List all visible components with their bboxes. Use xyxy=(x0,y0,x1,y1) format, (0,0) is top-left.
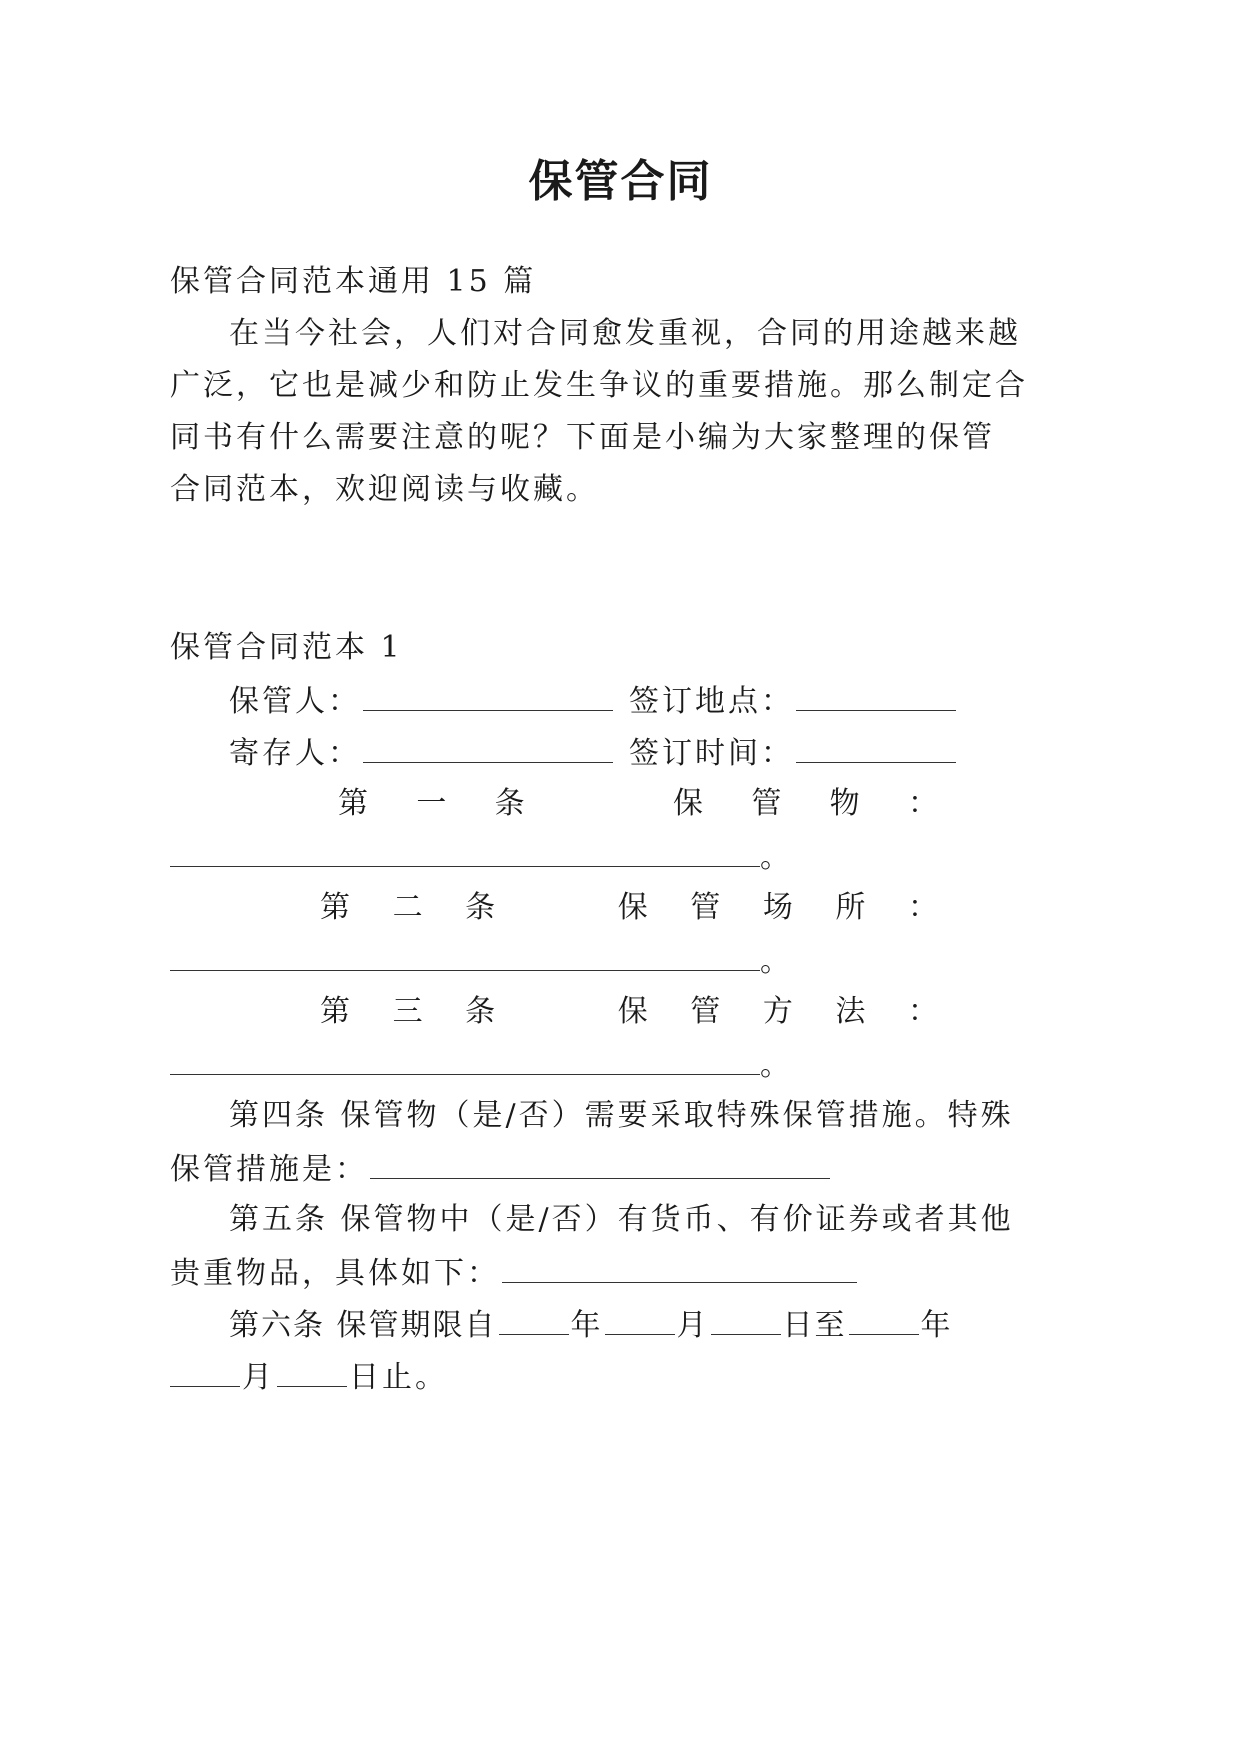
article-5-label: 贵重物品，具体如下： xyxy=(170,1256,500,1291)
start-year-blank xyxy=(499,1304,569,1335)
article-5-line-1: 第五条 保管物中（是/否）有货币、有价证券或者其他 xyxy=(229,1202,1014,1237)
article-6-prefix: 第六条 保管期限自 xyxy=(229,1308,497,1343)
subtitle: 保管合同范本通用 15 篇 xyxy=(170,264,537,299)
article-2-char: 管 xyxy=(690,890,721,925)
custodian-blank xyxy=(363,680,613,711)
article-3-char: 条 xyxy=(465,994,496,1029)
intro-line-4: 合同范本，欢迎阅读与收藏。 xyxy=(170,472,599,507)
intro-line-3: 同书有什么需要注意的呢？下面是小编为大家整理的保管 xyxy=(170,420,995,455)
depositor-row xyxy=(229,732,615,774)
article-3-fill xyxy=(170,1044,793,1086)
end-month-label: 月 xyxy=(242,1360,275,1395)
depositor-blank xyxy=(363,732,613,763)
end-month-blank xyxy=(170,1356,240,1387)
start-month-blank xyxy=(605,1304,675,1335)
article-3-char: 方 xyxy=(762,994,793,1029)
day-to-label: 日至 xyxy=(782,1308,847,1343)
article-2-fill xyxy=(170,940,793,982)
document-title: 保管合同 xyxy=(528,156,713,207)
intro-line-1: 在当今社会，人们对合同愈发重视，合同的用途越来越 xyxy=(229,316,1021,351)
article-5-blank xyxy=(502,1252,857,1283)
article-2-char: ： xyxy=(907,890,938,925)
article-4-blank xyxy=(370,1148,830,1179)
article-4-line-2 xyxy=(170,1148,832,1190)
article-6-line-1 xyxy=(229,1304,953,1346)
article-3-char: 第 xyxy=(320,994,350,1029)
article-3-char: 法 xyxy=(835,994,866,1029)
article-2-char: 场 xyxy=(762,890,793,925)
article-1-char: ： xyxy=(907,786,938,821)
article-3-char: 保 xyxy=(617,994,648,1029)
place-row xyxy=(629,680,958,722)
article-2-char: 第 xyxy=(320,890,350,925)
article-2-heading xyxy=(320,888,938,928)
day-end-label: 日止。 xyxy=(349,1360,448,1395)
article-3-period: 。 xyxy=(760,1048,793,1083)
article-3-heading xyxy=(320,992,938,1032)
start-day-blank xyxy=(711,1304,781,1335)
article-4-line-1: 第四条 保管物（是/否）需要采取特殊保管措施。特殊 xyxy=(229,1098,1014,1133)
intro-line-2: 广泛，它也是减少和防止发生争议的重要措施。那么制定合 xyxy=(170,368,1028,403)
custodian-label: 保管人： xyxy=(229,684,361,719)
time-label: 签订时间： xyxy=(629,736,794,771)
start-year-label: 年 xyxy=(570,1308,603,1343)
article-1-char: 一 xyxy=(416,786,447,821)
time-row xyxy=(629,732,958,774)
article-1-period: 。 xyxy=(760,840,793,875)
article-2-blank xyxy=(170,940,760,971)
article-1-char: 管 xyxy=(751,786,782,821)
article-5-line-2 xyxy=(170,1252,859,1294)
article-1-char: 第 xyxy=(338,786,368,821)
article-1-heading xyxy=(338,784,938,824)
article-4-label: 保管措施是： xyxy=(170,1152,368,1187)
end-year-blank xyxy=(849,1304,919,1335)
article-2-char: 所 xyxy=(835,890,866,925)
article-1-blank xyxy=(170,836,760,867)
article-2-period: 。 xyxy=(760,944,793,979)
article-1-char: 保 xyxy=(672,786,703,821)
start-month-label: 月 xyxy=(676,1308,709,1343)
end-year-label: 年 xyxy=(920,1308,953,1343)
article-2-char: 二 xyxy=(392,890,423,925)
article-3-blank xyxy=(170,1044,760,1075)
custodian-row xyxy=(229,680,615,722)
article-6-line-2 xyxy=(170,1356,448,1398)
end-day-blank xyxy=(277,1356,347,1387)
depositor-label: 寄存人： xyxy=(229,736,361,771)
article-3-char: 管 xyxy=(690,994,721,1029)
article-2-char: 条 xyxy=(465,890,496,925)
section-heading: 保管合同范本 1 xyxy=(170,630,403,665)
article-1-char: 物 xyxy=(829,786,860,821)
article-2-char: 保 xyxy=(617,890,648,925)
article-1-fill xyxy=(170,836,793,878)
place-blank xyxy=(796,680,956,711)
article-1-char: 条 xyxy=(494,786,525,821)
place-label: 签订地点： xyxy=(629,684,794,719)
article-3-char: 三 xyxy=(392,994,423,1029)
article-3-char: ： xyxy=(907,994,938,1029)
time-blank xyxy=(796,732,956,763)
